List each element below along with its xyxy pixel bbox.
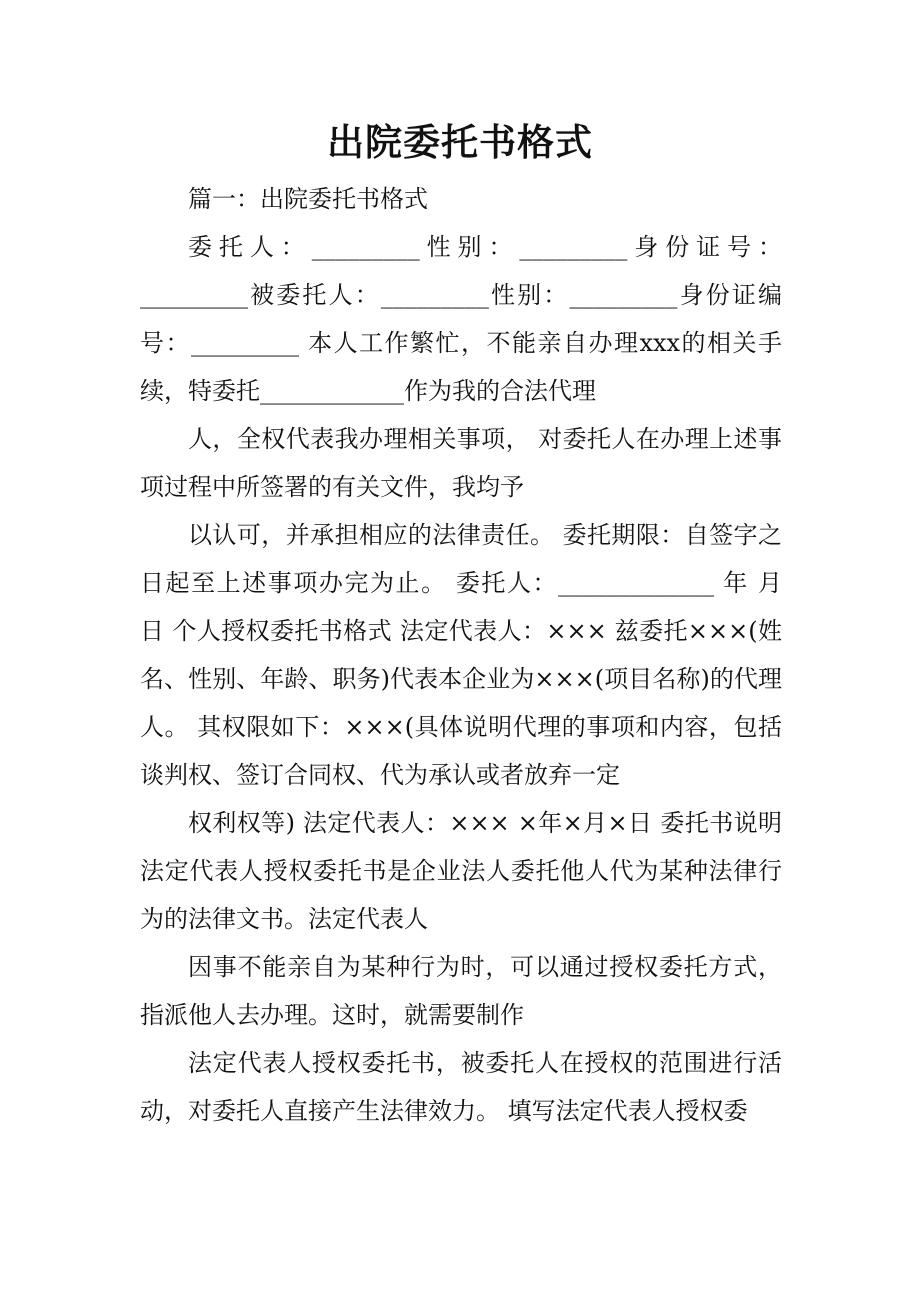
document-body (140, 175, 782, 1135)
paragraph-legal-effect: 法定代表人授权委托书，被委托人在授权的范围进行活动，对委托人直接产生法律效力。 填写法定代表人授权委 (140, 1049, 782, 1125)
paragraph-approval-and-personal-form: 以认可，并承担相应的法律责任。 委托期限：自签字之日起至上述事项办完为止。 委托人：_____________ 年 月 日 个人授权委托书格式 法定代表人：××× 兹委托×××(姓名、性别、年龄、职务)代表本企业为×××(项目名称)的代理人。 其权限如下：×××(具体说明代理的事项和内容，包括谈判权、签订合同权、代为承认或者放弃一定 (140, 521, 782, 789)
paragraph-full-authority: 人，全权代表我办理相关事项， 对委托人在办理上述事项过程中所签署的有关文件，我均予 (140, 425, 782, 501)
paragraph-entrustment-form: 委托人：_________性别：_________身份证号：_________被委托人：_________性别：_________身份证编号：_________ 本人工作繁忙，不能亲自办理xxx的相关手续，特委托____________作为我的合法代理 (140, 233, 782, 405)
paragraph-legal-representative: 权利权等) 法定代表人：××× ×年×月×日 委托书说明法定代表人授权委托书是企业法人委托他人代为某种法律行为的法律文书。法定代表人 (140, 809, 782, 933)
paragraph-delegation: 因事不能亲自为某种行为时，可以通过授权委托方式，指派他人去办理。这时，就需要制作 (140, 953, 782, 1029)
paragraph-heading: 篇一：出院委托书格式 (188, 185, 428, 213)
document-title: 出院委托书格式 (327, 120, 593, 164)
